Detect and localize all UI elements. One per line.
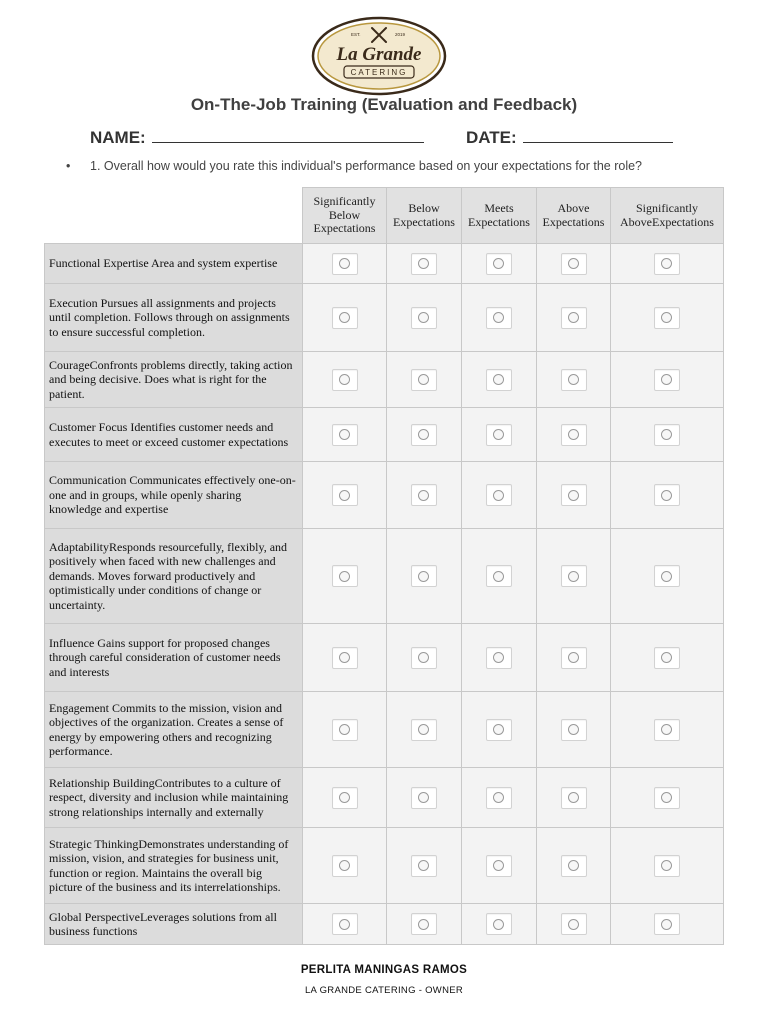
rating-cell: [303, 768, 387, 828]
column-header: Significantly AboveExpectations: [611, 188, 724, 244]
name-label: NAME:: [90, 128, 146, 147]
table-row: [45, 462, 724, 529]
radio-circle-icon: [661, 724, 672, 735]
rating-radio-button[interactable]: [561, 369, 587, 391]
radio-circle-icon: [661, 429, 672, 440]
name-input-line[interactable]: [152, 128, 424, 143]
rating-radio-button[interactable]: [654, 484, 680, 506]
radio-circle-icon: [339, 571, 350, 582]
rating-radio-button[interactable]: [411, 913, 437, 935]
radio-circle-icon: [339, 792, 350, 803]
logo-sub-text: CATERING: [350, 68, 408, 77]
rating-radio-button[interactable]: [654, 307, 680, 329]
logo-est-text: EST.: [351, 32, 361, 37]
rating-cell: [462, 462, 537, 529]
rating-radio-button[interactable]: [561, 253, 587, 275]
radio-circle-icon: [339, 312, 350, 323]
radio-circle-icon: [661, 571, 672, 582]
rating-radio-button[interactable]: [332, 484, 358, 506]
radio-circle-icon: [568, 429, 579, 440]
rating-cell: [537, 352, 611, 408]
form-title: On-The-Job Training (Evaluation and Feedback): [190, 95, 578, 114]
rating-cell: [611, 352, 724, 408]
radio-circle-icon: [568, 312, 579, 323]
rating-cell: [537, 828, 611, 904]
radio-circle-icon: [568, 374, 579, 385]
rating-cell: [611, 768, 724, 828]
criterion-label: Engagement Commits to the mission, vision and objectives of the organization. Creates a sense of energy by empowering others and recognizing performance.: [45, 692, 303, 768]
rating-cell: [537, 904, 611, 945]
radio-circle-icon: [661, 374, 672, 385]
rating-radio-button[interactable]: [486, 369, 512, 391]
column-header: Significantly Below Expectations: [303, 188, 387, 244]
rating-radio-button[interactable]: [411, 307, 437, 329]
rating-radio-button[interactable]: [654, 787, 680, 809]
table-row: [45, 768, 724, 828]
rating-radio-button[interactable]: [332, 369, 358, 391]
rating-radio-button[interactable]: [411, 855, 437, 877]
rating-radio-button[interactable]: [411, 424, 437, 446]
rating-radio-button[interactable]: [486, 787, 512, 809]
rating-cell: [462, 692, 537, 768]
radio-circle-icon: [493, 258, 504, 269]
radio-circle-icon: [418, 724, 429, 735]
radio-circle-icon: [568, 258, 579, 269]
rating-radio-button[interactable]: [332, 424, 358, 446]
rating-radio-button[interactable]: [486, 647, 512, 669]
rating-radio-button[interactable]: [486, 913, 512, 935]
radio-circle-icon: [661, 860, 672, 871]
table-row: [45, 904, 724, 945]
rating-cell: [537, 244, 611, 284]
rating-cell: [303, 624, 387, 692]
rating-radio-button[interactable]: [486, 484, 512, 506]
rating-radio-button[interactable]: [561, 484, 587, 506]
radio-circle-icon: [661, 258, 672, 269]
radio-circle-icon: [568, 919, 579, 930]
rating-cell: [537, 624, 611, 692]
date-label: DATE:: [466, 128, 517, 147]
radio-circle-icon: [418, 429, 429, 440]
rating-radio-button[interactable]: [411, 565, 437, 587]
radio-circle-icon: [339, 652, 350, 663]
rating-radio-button[interactable]: [654, 913, 680, 935]
rating-cell: [537, 529, 611, 624]
criterion-label: Customer Focus Identifies customer needs and executes to meet or exceed customer expectations: [45, 408, 303, 462]
rating-radio-button[interactable]: [654, 424, 680, 446]
radio-circle-icon: [418, 571, 429, 582]
rating-cell: [303, 462, 387, 529]
rating-cell: [387, 462, 462, 529]
rating-radio-button[interactable]: [411, 787, 437, 809]
rating-cell: [537, 768, 611, 828]
criterion-label: Functional Expertise Area and system expertise: [45, 244, 303, 284]
logo-name-text: La Grande: [336, 44, 422, 65]
rating-radio-button[interactable]: [486, 424, 512, 446]
radio-circle-icon: [339, 258, 350, 269]
radio-circle-icon: [418, 860, 429, 871]
rating-cell: [611, 284, 724, 352]
rating-cell: [387, 408, 462, 462]
rating-radio-button[interactable]: [561, 307, 587, 329]
header-corner: [45, 188, 303, 244]
rating-radio-button[interactable]: [486, 253, 512, 275]
table-row: [45, 692, 724, 768]
rating-cell: [303, 408, 387, 462]
rating-cell: [462, 624, 537, 692]
rating-cell: [303, 692, 387, 768]
rating-cell: [387, 284, 462, 352]
rating-cell: [387, 768, 462, 828]
rating-cell: [537, 408, 611, 462]
rating-cell: [611, 408, 724, 462]
question-text: 1. Overall how would you rate this individual's performance based on your expectations for the role?: [90, 159, 642, 173]
rating-cell: [387, 352, 462, 408]
rating-cell: [611, 692, 724, 768]
rating-radio-button[interactable]: [332, 787, 358, 809]
question-item: [66, 159, 642, 173]
column-header: Meets Expectations: [462, 188, 537, 244]
name-field[interactable]: [90, 128, 424, 148]
rating-cell: [611, 624, 724, 692]
rating-cell: [611, 828, 724, 904]
la-grande-catering-logo: [311, 16, 447, 96]
rating-radio-button[interactable]: [411, 647, 437, 669]
table-row: [45, 624, 724, 692]
rating-radio-button[interactable]: [411, 253, 437, 275]
rating-radio-button[interactable]: [654, 855, 680, 877]
radio-circle-icon: [418, 312, 429, 323]
rating-cell: [462, 904, 537, 945]
rating-cell: [611, 529, 724, 624]
rating-radio-button[interactable]: [561, 787, 587, 809]
radio-circle-icon: [418, 490, 429, 501]
radio-circle-icon: [339, 374, 350, 385]
radio-circle-icon: [493, 919, 504, 930]
date-input-line[interactable]: [523, 128, 673, 143]
rating-cell: [303, 828, 387, 904]
rating-radio-button[interactable]: [561, 424, 587, 446]
radio-circle-icon: [418, 652, 429, 663]
criterion-label: Strategic ThinkingDemonstrates understanding of mission, vision, and strategies for business unit, function or region. Maintains the overall big picture of the business and its interrelationships.: [45, 828, 303, 904]
radio-circle-icon: [493, 724, 504, 735]
rating-cell: [462, 768, 537, 828]
criterion-label: CourageConfronts problems directly, taking action and being decisive. Does what is right for the patient.: [45, 352, 303, 408]
rating-radio-button[interactable]: [332, 719, 358, 741]
radio-circle-icon: [339, 724, 350, 735]
rating-cell: [462, 529, 537, 624]
radio-circle-icon: [493, 490, 504, 501]
rating-radio-button[interactable]: [486, 719, 512, 741]
radio-circle-icon: [493, 792, 504, 803]
rating-radio-button[interactable]: [411, 369, 437, 391]
logo-year-text: 2019: [395, 32, 406, 37]
rating-cell: [462, 408, 537, 462]
rating-cell: [462, 284, 537, 352]
radio-circle-icon: [418, 919, 429, 930]
rating-cell: [611, 244, 724, 284]
rating-cell: [462, 244, 537, 284]
criterion-label: Communication Communicates effectively one-on-one and in groups, while openly sharing knowledge and expertise: [45, 462, 303, 529]
rating-radio-button[interactable]: [654, 565, 680, 587]
criterion-label: Global PerspectiveLeverages solutions from all business functions: [45, 904, 303, 945]
radio-circle-icon: [493, 860, 504, 871]
radio-circle-icon: [568, 792, 579, 803]
owner-role: LA GRANDE CATERING - OWNER: [304, 985, 464, 996]
table-row: [45, 828, 724, 904]
rating-cell: [303, 904, 387, 945]
rating-radio-button[interactable]: [561, 913, 587, 935]
radio-circle-icon: [418, 792, 429, 803]
rating-cell: [611, 904, 724, 945]
rating-radio-button[interactable]: [332, 307, 358, 329]
rating-cell: [462, 352, 537, 408]
radio-circle-icon: [493, 312, 504, 323]
rating-radio-button[interactable]: [654, 647, 680, 669]
criterion-label: AdaptabilityResponds resourcefully, flexibly, and positively when faced with new challenges and demands. Moves forward productively and optimistically under conditions of change or uncertainty.: [45, 529, 303, 624]
radio-circle-icon: [661, 652, 672, 663]
rating-cell: [387, 624, 462, 692]
rating-cell: [387, 828, 462, 904]
rating-cell: [303, 352, 387, 408]
rating-cell: [387, 904, 462, 945]
rating-cell: [537, 462, 611, 529]
criterion-label: Influence Gains support for proposed changes through careful consideration of customer needs and interests: [45, 624, 303, 692]
rating-radio-button[interactable]: [654, 253, 680, 275]
radio-circle-icon: [568, 571, 579, 582]
table-header-row: [45, 188, 724, 244]
rating-radio-button[interactable]: [561, 719, 587, 741]
criterion-label: Relationship BuildingContributes to a culture of respect, diversity and inclusion while maintaining strong relationships internally and externally: [45, 768, 303, 828]
rating-radio-button[interactable]: [561, 855, 587, 877]
radio-circle-icon: [568, 724, 579, 735]
rating-radio-button[interactable]: [561, 565, 587, 587]
radio-circle-icon: [661, 490, 672, 501]
radio-circle-icon: [493, 652, 504, 663]
radio-circle-icon: [493, 374, 504, 385]
table-row: [45, 284, 724, 352]
rating-cell: [387, 692, 462, 768]
rating-radio-button[interactable]: [486, 855, 512, 877]
bullet-icon: •: [66, 159, 71, 173]
radio-circle-icon: [661, 792, 672, 803]
rating-radio-button[interactable]: [411, 719, 437, 741]
rating-radio-button[interactable]: [332, 565, 358, 587]
radio-circle-icon: [661, 919, 672, 930]
table-row: [45, 244, 724, 284]
radio-circle-icon: [568, 860, 579, 871]
rating-cell: [303, 529, 387, 624]
radio-circle-icon: [568, 490, 579, 501]
rating-cell: [611, 462, 724, 529]
rating-radio-button[interactable]: [332, 913, 358, 935]
column-header: Below Expectations: [387, 188, 462, 244]
owner-name: PERLITA MANINGAS RAMOS: [300, 964, 468, 976]
radio-circle-icon: [661, 312, 672, 323]
radio-circle-icon: [568, 652, 579, 663]
rating-cell: [303, 244, 387, 284]
rating-radio-button[interactable]: [332, 855, 358, 877]
table-row: [45, 408, 724, 462]
radio-circle-icon: [418, 374, 429, 385]
rating-radio-button[interactable]: [486, 307, 512, 329]
radio-circle-icon: [339, 860, 350, 871]
radio-circle-icon: [418, 258, 429, 269]
table-row: [45, 352, 724, 408]
rating-radio-button[interactable]: [561, 647, 587, 669]
column-header: Above Expectations: [537, 188, 611, 244]
rating-cell: [537, 692, 611, 768]
radio-circle-icon: [339, 919, 350, 930]
radio-circle-icon: [339, 429, 350, 440]
table-row: [45, 529, 724, 624]
rating-cell: [387, 244, 462, 284]
radio-circle-icon: [493, 571, 504, 582]
rating-cell: [387, 529, 462, 624]
rating-cell: [303, 284, 387, 352]
rating-cell: [537, 284, 611, 352]
rating-radio-button[interactable]: [411, 484, 437, 506]
date-field[interactable]: [466, 128, 673, 148]
rating-cell: [462, 828, 537, 904]
radio-circle-icon: [339, 490, 350, 501]
rating-radio-button[interactable]: [654, 369, 680, 391]
criterion-label: Execution Pursues all assignments and projects until completion. Follows through on assignments to ensure successful completion.: [45, 284, 303, 352]
rating-radio-button[interactable]: [486, 565, 512, 587]
rating-radio-button[interactable]: [654, 719, 680, 741]
rating-radio-button[interactable]: [332, 647, 358, 669]
radio-circle-icon: [493, 429, 504, 440]
rating-table: [44, 187, 724, 945]
rating-radio-button[interactable]: [332, 253, 358, 275]
